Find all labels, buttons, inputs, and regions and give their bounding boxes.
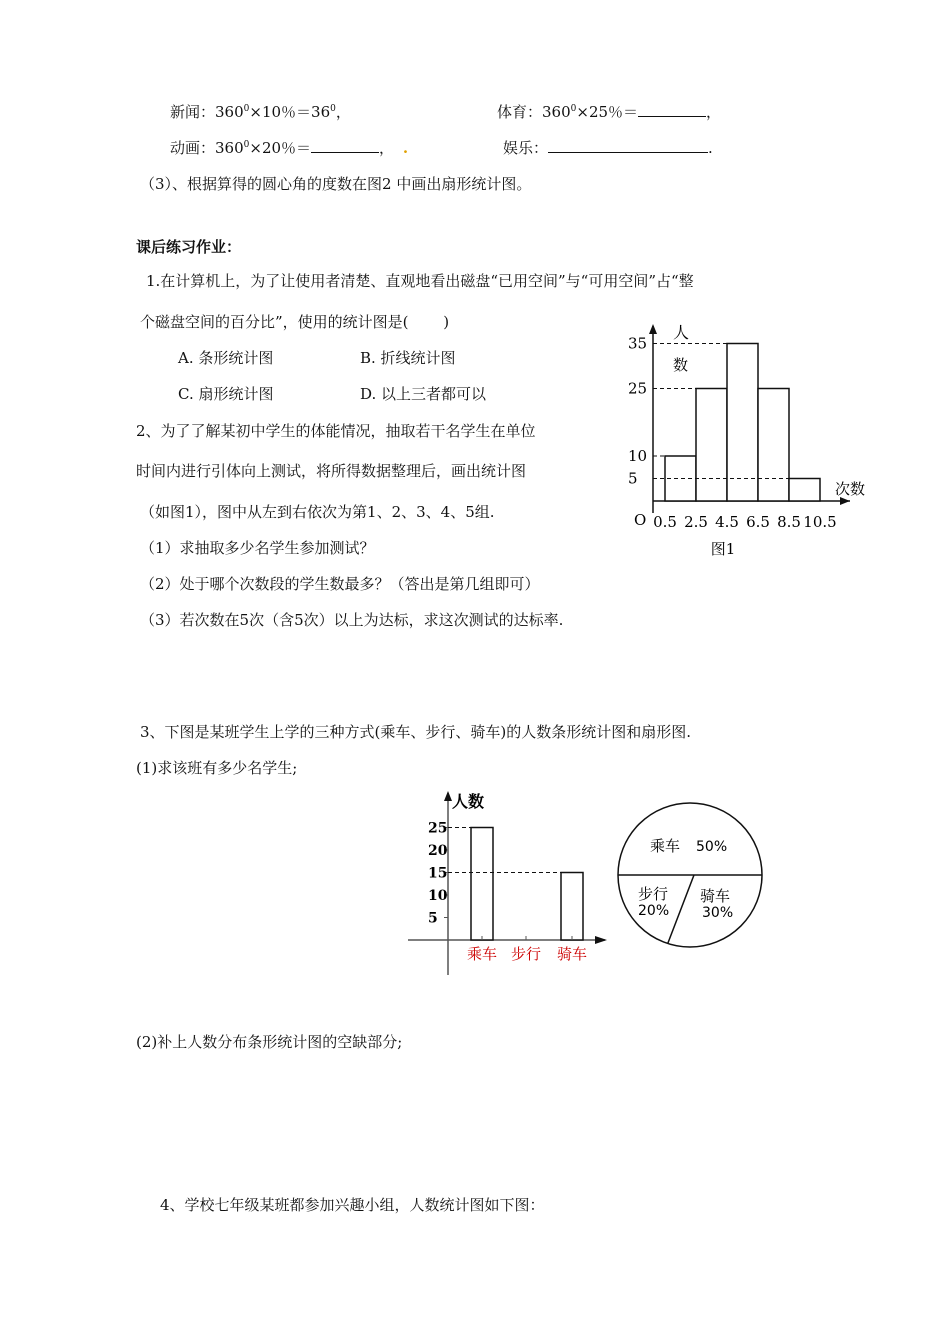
calc-news: 新闻：$360^0\times 10$％$=36^0$， xyxy=(170,103,351,121)
x-axis-arrow xyxy=(840,497,850,505)
slice-label: 乘车 xyxy=(650,837,681,855)
orange-dot: . xyxy=(402,139,409,157)
y-tick-label: 10 xyxy=(428,888,448,904)
step3-text: （3）、根据算得的圆心角的度数在图2 中画出扇形统计图。 xyxy=(140,175,532,193)
q1-option-c[interactable]: C. 扇形统计图 xyxy=(178,385,274,403)
q1-line1: 1.在计算机上，为了让使用者清楚、直观地看出磁盘“已用空间”与“可用空间”占“整 xyxy=(146,272,694,290)
y-tick-label: 10 xyxy=(628,447,648,465)
histogram-bar xyxy=(789,479,820,502)
figure1-histogram xyxy=(620,318,880,568)
x-axis-arrow xyxy=(595,936,607,944)
slice-pct: 50% xyxy=(696,839,728,855)
category-label: 乘车 xyxy=(466,945,498,963)
y-axis-label: 人数 xyxy=(452,792,485,811)
bar-0 xyxy=(471,828,493,941)
calc-entertainment: 娱乐： . xyxy=(503,139,713,157)
q3-sub1: (1)求该班有多少名学生; xyxy=(136,759,298,777)
x-tick-label: 4.5 xyxy=(715,513,739,531)
q1-option-b[interactable]: B. 折线统计图 xyxy=(360,349,456,367)
x-tick-label: 0.5 xyxy=(653,513,677,531)
commute-pie-chart xyxy=(610,795,770,955)
y-axis-arrow xyxy=(444,791,452,801)
y-tick-label: 5 xyxy=(628,469,638,488)
histogram-bar xyxy=(758,389,789,502)
x-tick-label: 10.5 xyxy=(803,513,837,531)
slice-pct: 30% xyxy=(702,905,734,921)
q1-option-a[interactable]: A. 条形统计图 xyxy=(178,349,274,367)
q3-sub2: (2)补上人数分布条形统计图的空缺部分; xyxy=(136,1033,403,1051)
slice-label: 步行 xyxy=(638,885,669,903)
answer-blank[interactable] xyxy=(311,138,379,153)
calc-sports: 体育：$360^0\times 25$％＝ ， xyxy=(497,103,722,121)
q2-line2: 时间内进行引体向上测试，将所得数据整理后，画出统计图 xyxy=(136,462,527,480)
answer-blank[interactable] xyxy=(548,138,708,153)
q2-sub3: （3）若次数在5次（含5次）以上为达标，求这次测试的达标率. xyxy=(140,611,564,629)
y-tick-label: 35 xyxy=(628,334,648,353)
y-tick-label: 5 xyxy=(428,910,438,927)
y-axis-arrow xyxy=(649,324,657,334)
bar-2 xyxy=(561,873,583,941)
q2-sub1: （1）求抽取多少名学生参加测试？ xyxy=(140,539,375,557)
answer-blank[interactable] xyxy=(638,102,706,117)
q2-line1: 2、为了了解某初中学生的体能情况，抽取若干名学生在单位 xyxy=(136,422,536,440)
x-tick-label: 6.5 xyxy=(746,513,770,531)
homework-title: 课后练习作业： xyxy=(136,238,242,256)
y-axis-label-bottom: 数 xyxy=(673,356,689,374)
q4-line1: 4、学校七年级某班都参加兴趣小组，人数统计图如下图： xyxy=(160,1196,545,1214)
histogram-bar xyxy=(696,389,727,502)
category-label: 步行 xyxy=(510,945,542,963)
origin-label: O xyxy=(634,511,647,529)
y-tick-label: 25 xyxy=(628,379,648,398)
histogram-bar xyxy=(727,344,758,502)
q3-line1: 3、下图是某班学生上学的三种方式(乘车、步行、骑车)的人数条形统计图和扇形图. xyxy=(140,723,692,741)
y-tick-label: 25 xyxy=(428,820,448,837)
q2-line3: （如图1），图中从左到右依次为第1、2、3、4、5组. xyxy=(140,503,495,521)
calc-anime: 动画：$360^0\times 20$％＝ ， . xyxy=(170,139,409,157)
q1-option-d[interactable]: D. 以上三者都可以 xyxy=(360,385,487,403)
x-tick-label: 2.5 xyxy=(684,513,708,531)
y-tick-label: 15 xyxy=(428,865,448,882)
y-tick-label: 20 xyxy=(428,843,448,859)
figure-caption: 图1 xyxy=(710,540,736,558)
commute-bar-chart xyxy=(400,785,615,980)
q1-line2: 个磁盘空间的百分比”，使用的统计图是( ) xyxy=(140,313,450,331)
slice-pct: 20% xyxy=(638,903,670,919)
q2-sub2: （2）处于哪个次数段的学生数最多？（答出是第几组即可） xyxy=(140,575,540,593)
y-axis-label-top: 人 xyxy=(673,323,690,342)
x-axis-label: 次数 xyxy=(835,480,866,498)
category-label: 骑车 xyxy=(556,945,588,963)
x-tick-label: 8.5 xyxy=(777,513,801,531)
slice-label: 骑车 xyxy=(700,887,731,905)
